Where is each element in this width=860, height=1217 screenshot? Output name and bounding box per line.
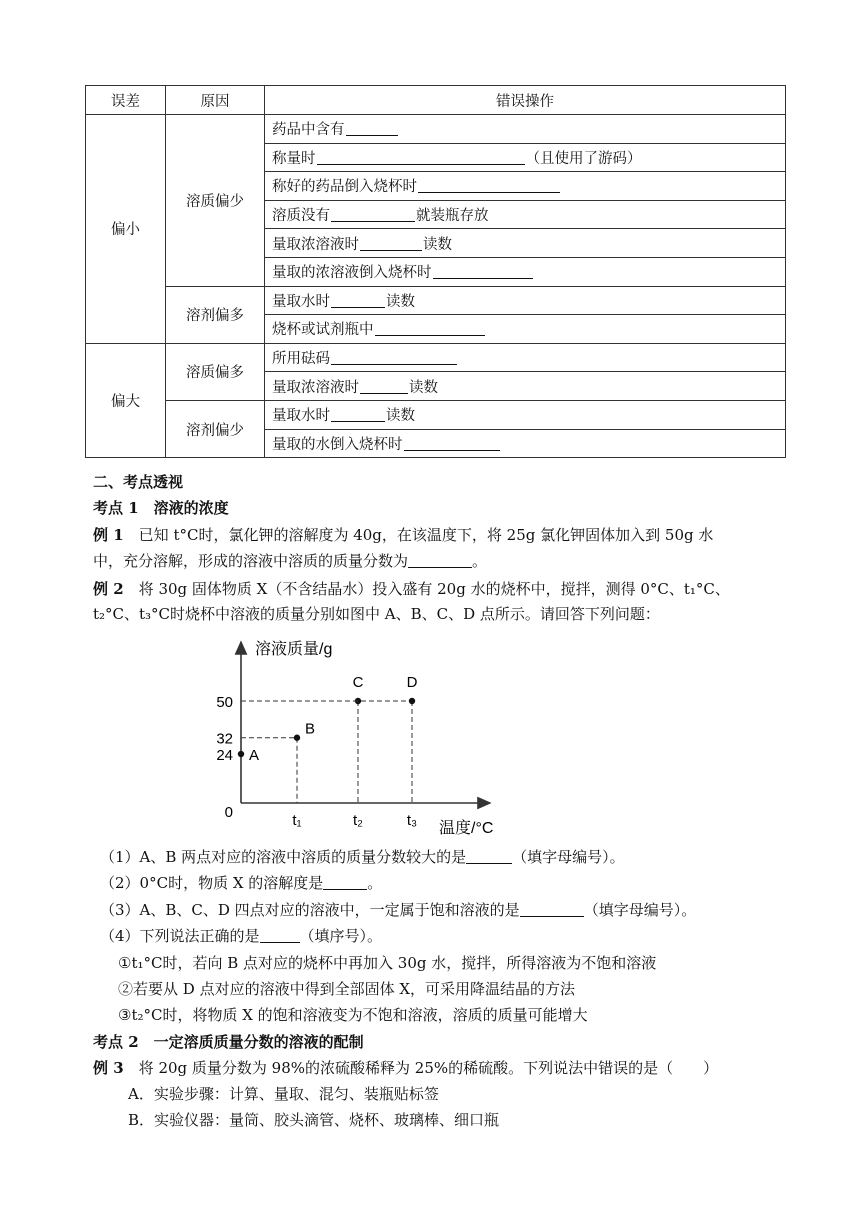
header-wrong-operation: 错误操作	[265, 86, 786, 115]
point-label: B	[305, 720, 316, 738]
answer-blank	[331, 350, 457, 365]
table-row	[86, 400, 786, 429]
reason-low-solvent-cell: 溶剂偏多	[166, 286, 265, 343]
answer-blank	[433, 264, 533, 279]
question-1: （1）A、B 两点对应的溶液中溶质的质量分数较大的是 （填字母编号）。	[100, 848, 625, 866]
answer-blank	[346, 121, 398, 136]
question-2: （2）0°C时，物质 X 的溶解度是 。	[100, 874, 383, 892]
operation-cell: 溶质没有 就装瓶存放	[265, 200, 786, 229]
answer-blank	[520, 902, 584, 917]
example2-line2: t₂°C、t₃°C时烧杯中溶液的质量分别如图中 A、B、C、D 点所示。请回答下列问题：	[93, 605, 660, 623]
data-point-b	[294, 735, 300, 741]
x-axis-label: 温度/°C	[439, 820, 494, 837]
point-label: D	[406, 674, 418, 691]
operation-cell: 烧杯或试剂瓶中	[265, 315, 786, 344]
option-2: ②若要从 D 点对应的溶液中得到全部固体 X，可采用降温结晶的方法	[118, 980, 576, 998]
point2-title: 考点 2 一定溶质质量分数的溶液的配制	[93, 1033, 364, 1051]
point1-title: 考点 1 溶液的浓度	[93, 499, 229, 517]
header-error: 误差	[86, 86, 166, 115]
operation-cell: 量取的浓溶液倒入烧杯时	[265, 257, 786, 286]
error-analysis-table	[85, 85, 786, 458]
answer-blank	[404, 436, 500, 451]
table-row	[86, 343, 786, 372]
operation-cell: 量取水时 读数	[265, 400, 786, 429]
y-tick-label: 24	[216, 747, 233, 765]
example1-line2: 中，充分溶解，形成的溶液中溶质的质量分数为 。	[93, 552, 488, 570]
operation-cell: 量取浓溶液时 读数	[265, 229, 786, 258]
data-point-a	[238, 751, 244, 757]
section-heading: 二、考点透视	[93, 473, 184, 491]
table-row	[86, 115, 786, 144]
answer-blank	[360, 379, 408, 394]
answer-blank	[360, 236, 422, 251]
operation-cell: 量取水时 读数	[265, 286, 786, 315]
option-3: ③t₂°C时，将物质 X 的饱和溶液变为不饱和溶液，溶质的质量可能增大	[118, 1006, 588, 1024]
option-a: A．实验步骤：计算、量取、混匀、装瓶贴标签	[128, 1085, 439, 1103]
point-label: C	[352, 674, 364, 691]
option-1: ①t₁°C时，若向 B 点对应的烧杯中再加入 30g 水，搅拌，所得溶液为不饱和溶液	[118, 954, 657, 972]
operation-cell: 称好的药品倒入烧杯时	[265, 172, 786, 201]
data-point-d	[409, 698, 415, 704]
option-b: B．实验仪器：量筒、胶头滴管、烧杯、玻璃棒、细口瓶	[128, 1111, 500, 1129]
operation-cell: 量取浓溶液时 读数	[265, 372, 786, 401]
reason-high-solute-cell: 溶质偏多	[166, 343, 265, 400]
table-row	[86, 286, 786, 315]
error-low-cell: 偏小	[86, 115, 166, 344]
x-tick-label: t₃	[406, 812, 418, 829]
point-label: A	[249, 747, 260, 765]
operation-cell: 药品中含有	[265, 115, 786, 144]
answer-blank	[408, 553, 472, 568]
reason-low-solute-cell: 溶质偏少	[166, 115, 265, 287]
question-3: （3）A、B、C、D 四点对应的溶液中，一定属于饱和溶液的是 （填字母编号）。	[100, 901, 697, 919]
answer-blank	[375, 321, 485, 336]
header-reason: 原因	[166, 86, 265, 115]
solution-mass-chart	[205, 630, 505, 840]
reason-high-solvent-cell: 溶剂偏少	[166, 400, 265, 457]
x-tick-label: t₂	[353, 812, 363, 829]
answer-blank	[418, 178, 560, 193]
operation-cell: 称量时 （且使用了游码）	[265, 143, 786, 172]
answer-blank	[317, 150, 525, 165]
answer-blank	[466, 849, 512, 864]
y-axis-label: 溶液质量/g	[255, 641, 333, 658]
example3-line: 例 3 将 20g 质量分数为 98%的浓硫酸稀释为 25%的稀硫酸。下列说法中错误的是（ ）	[93, 1059, 719, 1077]
y-tick-label: 50	[216, 694, 233, 711]
operation-cell: 所用砝码	[265, 343, 786, 372]
operation-cell: 量取的水倒入烧杯时	[265, 429, 786, 458]
question-4: （4）下列说法正确的是 （填序号）。	[100, 927, 383, 945]
example2-line1: 例 2 将 30g 固体物质 X（不含结晶水）投入盛有 20g 水的烧杯中，搅拌，测得 0°C、t₁°C、	[93, 580, 730, 598]
answer-blank	[323, 875, 367, 890]
error-high-cell: 偏大	[86, 343, 166, 457]
answer-blank	[260, 928, 300, 943]
example1-line1: 例 1 已知 t°C时，氯化钾的溶解度为 40g，在该温度下，将 25g 氯化钾固体加入到 50g 水	[93, 526, 714, 544]
table-header-row	[86, 86, 786, 115]
y-tick-label: 0	[224, 804, 233, 821]
answer-blank	[331, 407, 385, 422]
answer-blank	[331, 207, 415, 222]
y-tick-label: 32	[216, 730, 233, 748]
answer-blank	[331, 293, 385, 308]
x-tick-label: t₁	[292, 812, 302, 829]
